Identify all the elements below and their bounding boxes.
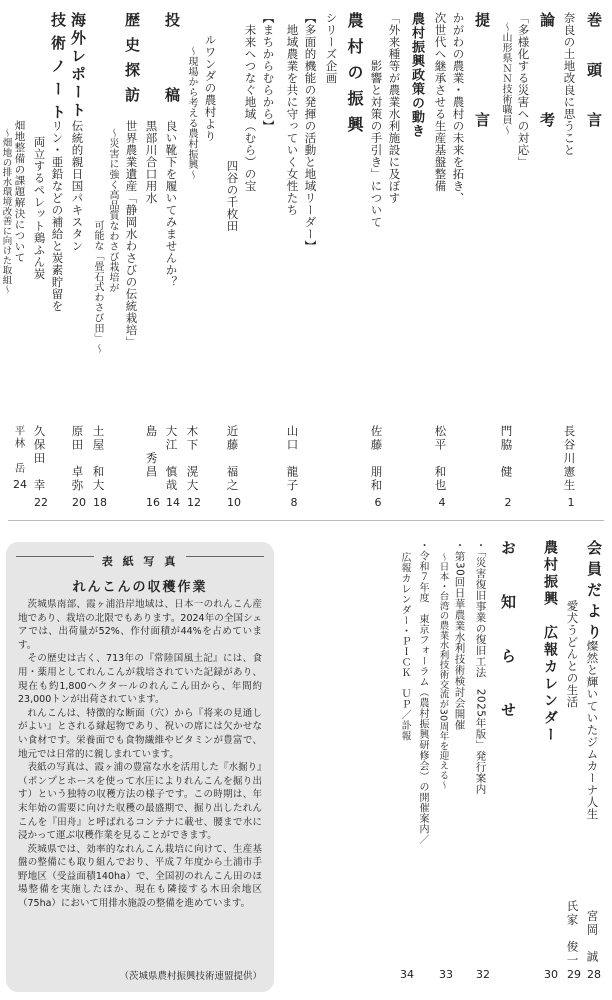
entry-title[interactable]: 燦然と輝いていたジムカーナ人生: [585, 640, 600, 820]
entry-author: 平林 岳: [13, 425, 26, 475]
entry-title-line2[interactable]: 次世代へ継承させる生産基盤整備: [433, 12, 448, 192]
category-history: 歴史探訪: [123, 12, 141, 112]
cover-caption-heading: 表 紙 写 真: [94, 555, 187, 568]
category-member-news: 会員だより: [585, 540, 603, 645]
category-contribution: 投 稿: [163, 12, 181, 112]
category-notices: お 知 ら せ: [499, 540, 517, 729]
entry-author: 松平 和也: [433, 425, 448, 493]
notice-item[interactable]: ・第30回日華農業水利技術検討会開催: [453, 540, 466, 731]
page-number[interactable]: 8: [290, 496, 298, 509]
entry-subtitle: 〜畑地の排水環境改善に向けた取組〜: [0, 128, 12, 295]
cover-caption-title: れんこんの収穫作業: [72, 580, 208, 595]
entry-subtitle-line2: 可能な「畳石式わさび田」〜: [92, 220, 103, 354]
category-rural-promotion: 農村の振興: [345, 12, 364, 142]
entry-title[interactable]: 「外来種等が農業水利施設に及ぼす: [387, 12, 402, 204]
entry-title-line2[interactable]: 両立するペレット鶏ふん炭: [32, 136, 47, 280]
entry-title[interactable]: ルワンダの農村より: [203, 34, 218, 142]
category-foreword: 巻 頭 言: [585, 12, 603, 137]
notice-item-line2[interactable]: 広報カレンダー・ＰＩＣＫ ＵＰ／訃報: [399, 552, 410, 741]
entry-subtitle: 〜災害に強く高品質なわさび栽培が: [107, 128, 118, 293]
cover-caption-body: [18, 598, 262, 911]
page-number[interactable]: 2: [504, 496, 512, 509]
entry-subtitle: 〜山形県ＮＮ技術職員〜: [500, 22, 511, 136]
entry-title[interactable]: 「多様化する災害への対応」: [516, 12, 531, 168]
entry-title[interactable]: 愛犬うどんとの生活: [565, 600, 580, 708]
entry-title[interactable]: かがわの農業・農村の未来を拓き、: [451, 12, 466, 204]
entry-title[interactable]: 良い靴下を履いてみませんか？: [164, 120, 179, 288]
entry-title[interactable]: 【多面的機能の発揮の活動と地域リーダー】: [303, 12, 318, 252]
notice-item[interactable]: ・令和７年度 東京フォーラム（農村振興研修会）の開催案内／: [417, 540, 428, 845]
category-tech-note: 技術ノート: [49, 12, 67, 127]
entry-author: 氏家 俊一: [565, 900, 580, 968]
entry-subtitle: 〜現場から考える農村振興〜: [186, 46, 197, 180]
entry-title[interactable]: 畑地整備の課題解決について: [13, 120, 26, 263]
category-pr-calendar: 農村振興 広報カレンダー: [542, 540, 558, 744]
entry-title[interactable]: 世界農業遺産「静岡水わさびの伝統栽培」: [124, 120, 139, 348]
caption-paragraph: 茨城県では、効率的なれんこん栽培に向けて、生産基盤の整備にも取り組んでおり、平成７年度から土浦市手野地区（受益面積140ha）で、全国初のれんこん田のほ場整備を実施したほか、現在も隣接する木田余地区（75ha）において用排水施設の整備を進めています。: [18, 843, 262, 910]
category-policy: 農村振興政策の動き: [409, 12, 424, 138]
entry-author: 大江 慎哉: [164, 425, 179, 493]
notice-subtitle: 〜日本・台湾の農業水利技術交流が30周年を迎える〜: [437, 552, 449, 791]
page-number[interactable]: 12: [187, 496, 201, 509]
entry-author: 近藤 福之: [225, 425, 240, 493]
entry-title[interactable]: 黒部川合口用水: [144, 120, 159, 204]
page-number[interactable]: 30: [544, 968, 558, 981]
entry-author: 門脇 健: [499, 425, 514, 479]
entry-author: 山口 龍子: [285, 425, 300, 493]
caption-paragraph: れんこんは、特徴的な断面（穴）から『将来の見通しがよい』とされる縁起物であり、祝いの席には欠かせない食材です。栄養面でも食物繊維やビタミンが豊富で、地元では日常的に親しまれています。: [18, 707, 262, 760]
page-number[interactable]: 28: [587, 968, 601, 981]
page-number[interactable]: 32: [476, 968, 490, 981]
category-overseas-report: 海外レポート: [69, 12, 87, 120]
entry-author: 木下 滉大: [185, 425, 200, 493]
category-proposal: 提 言: [473, 12, 491, 137]
page-number[interactable]: 22: [34, 496, 48, 509]
entry-author: 島 秀昌: [144, 425, 159, 479]
page-number[interactable]: 14: [166, 496, 180, 509]
caption-paragraph: 茨城県南部、霞ヶ浦沿岸地域は、日本一のれんこん産地であり、栽培の北限でもあります。2024年の全国シェアでは、出荷量が52%、作付面積が44%を占めています。: [18, 599, 262, 651]
page-number[interactable]: 34: [400, 968, 414, 981]
cover-caption-credit: （茨城県農村振興技術連盟提供）: [119, 971, 262, 982]
entry-title-line2[interactable]: 四谷の千枚田: [225, 160, 240, 232]
entry-title[interactable]: リン・亜鉛などの補給と炭素貯留を: [50, 120, 65, 312]
entry-author: 宮岡 誠: [585, 910, 600, 964]
entry-title-line2[interactable]: 影響と対策の手引き」について: [369, 60, 384, 228]
entry-author: 土屋 和大: [91, 425, 106, 493]
page-number[interactable]: 29: [567, 968, 581, 981]
caption-paragraph: 表紙の写真は、霞ヶ浦の豊富な水を活用した『水掘り』（ポンプとホースを使って水圧によりれんこんを掘り出す）という独特の収穫方法の様子です。この時期は、年末年始の需要に向けた収穫の最盛期で、掘り出したれんこんを『田舟』と呼ばれるコンテナに載せ、腰まで水に浸かって運ぶ収穫作業を見ることができます。: [18, 762, 262, 842]
page-number[interactable]: 18: [93, 496, 107, 509]
category-essay: 論 考: [538, 12, 556, 137]
caption-paragraph: その歴史は古く、713年の『常陸国風土記』には、食用・薬用としてれんこんが栽培されていた記録があり、現在も約1,800ヘクタールのれんこん田から、年間約23,000トンが出荷されています。: [18, 653, 262, 706]
entry-author: 久保田 幸: [32, 425, 47, 493]
page-number[interactable]: 20: [72, 496, 86, 509]
page-number[interactable]: 1: [567, 496, 575, 509]
section-divider: [8, 520, 604, 521]
entry-title[interactable]: 未来へつなぐ地域（むら）の宝: [243, 24, 258, 192]
entry-title[interactable]: 伝統的親日国パキスタン: [70, 120, 85, 252]
page-number[interactable]: 33: [439, 968, 453, 981]
entry-series-label: 【まちからむらから】: [261, 12, 276, 132]
entry-title[interactable]: 奈良の土地改良に思うこと: [562, 12, 577, 156]
page-number[interactable]: 16: [146, 496, 160, 509]
cover-photo-caption: [6, 542, 274, 992]
entry-author: 原田 卓弥: [70, 425, 85, 493]
page-number[interactable]: 6: [374, 496, 382, 509]
entry-author: 長谷川憲生: [562, 425, 577, 493]
category-series: シリーズ企画: [324, 12, 339, 84]
page-number[interactable]: 10: [227, 496, 241, 509]
entry-title-line2[interactable]: 地域農業を共に守っていく女性たち: [285, 24, 300, 216]
page-number[interactable]: 24: [13, 478, 27, 491]
notice-item[interactable]: ・「災害復旧事業の復旧工法 2025年版」発行案内: [474, 540, 487, 795]
page-number[interactable]: 4: [438, 496, 446, 509]
entry-author: 佐藤 朋和: [369, 425, 384, 493]
